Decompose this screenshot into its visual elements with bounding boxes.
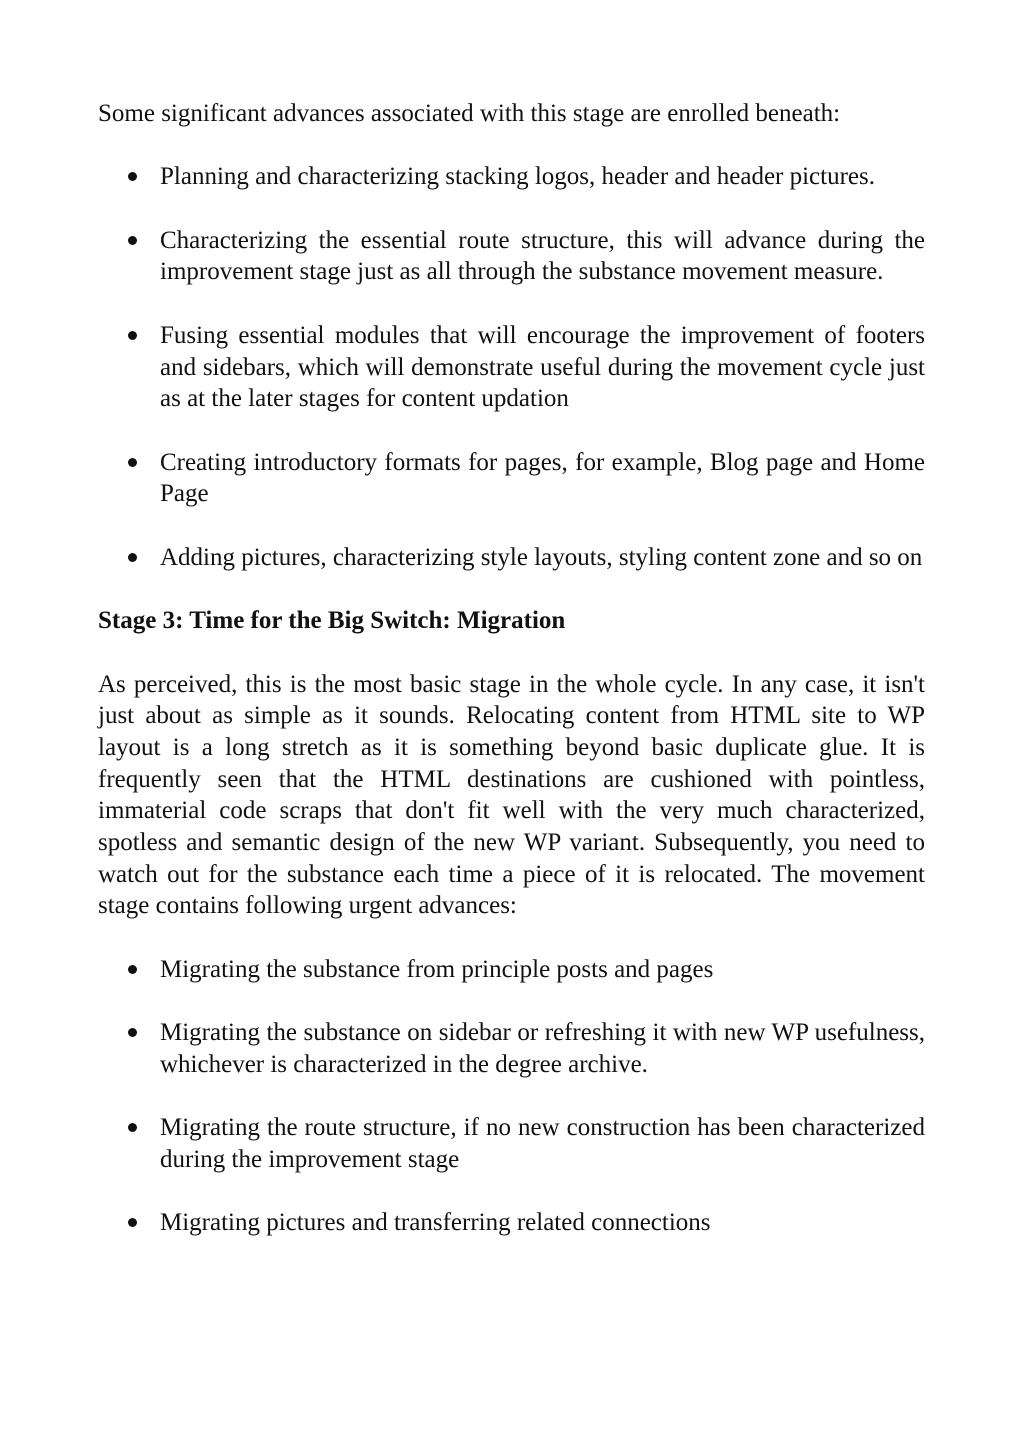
- intro-paragraph: Some significant advances associated with this stage are enrolled beneath:: [98, 100, 841, 127]
- bullet-icon: [128, 1028, 137, 1037]
- list-item-text: Planning and characterizing stacking logos, header and header pictures.: [160, 163, 876, 191]
- bullet-icon: [128, 236, 137, 245]
- bullet-icon: [128, 331, 137, 340]
- list-item: [98, 1017, 925, 1080]
- bullet-icon: [128, 458, 137, 467]
- list-item-text: Characterizing the essential route structure, this will advance during the improvement stage just as all through the substance movement measure.: [160, 226, 925, 286]
- bullet-icon: [128, 1218, 137, 1227]
- migration-steps-list: [98, 954, 925, 1239]
- list-item-text: Fusing essential modules that will encourage the improvement of footers and sidebars, which will demonstrate useful during the movement cycle just as at the later stages for content updation: [160, 321, 925, 413]
- migration-paragraph: As perceived, this is the most basic stage in the whole cycle. In any case, it isn't just about as simple as it sounds. Relocating content from HTML site to WP layout is a long stretch as it is something beyond basic duplicate glue. It is frequently seen that the HTML destinations are cushioned with pointless, immaterial code scraps that don't fit well with the very much characterized, spotless and semantic design of the new WP variant. Subsequently, you need to watch out for the substance each time a piece of it is relocated. The movement stage contains following urgent advances:: [98, 670, 925, 920]
- document-page: [98, 98, 925, 1271]
- list-item: [98, 1112, 925, 1175]
- advances-list: [98, 161, 925, 573]
- bullet-icon: [128, 1123, 137, 1132]
- section-heading: Stage 3: Time for the Big Switch: Migration: [98, 607, 566, 635]
- list-item: [98, 447, 925, 510]
- list-item-text: Migrating the route structure, if no new construction has been characterized during the improvement stage: [160, 1114, 925, 1174]
- list-item: [98, 542, 925, 574]
- bullet-icon: [128, 172, 137, 181]
- bullet-icon: [128, 965, 137, 974]
- list-item: [98, 225, 925, 288]
- list-item-text: Migrating pictures and transferring related connections: [160, 1209, 711, 1237]
- list-item: [98, 161, 925, 193]
- list-item: [98, 1207, 925, 1239]
- list-item-text: Creating introductory formats for pages, for example, Blog page and Home Page: [160, 448, 925, 508]
- list-item-text: Migrating the substance on sidebar or refreshing it with new WP usefulness, whichever is characterized in the degree archive.: [160, 1019, 925, 1078]
- list-item-text: Adding pictures, characterizing style layouts, styling content zone and so on: [160, 543, 923, 571]
- list-item-text: Migrating the substance from principle posts and pages: [160, 955, 714, 983]
- list-item: [98, 954, 925, 986]
- list-item: [98, 320, 925, 415]
- bullet-icon: [128, 553, 137, 562]
